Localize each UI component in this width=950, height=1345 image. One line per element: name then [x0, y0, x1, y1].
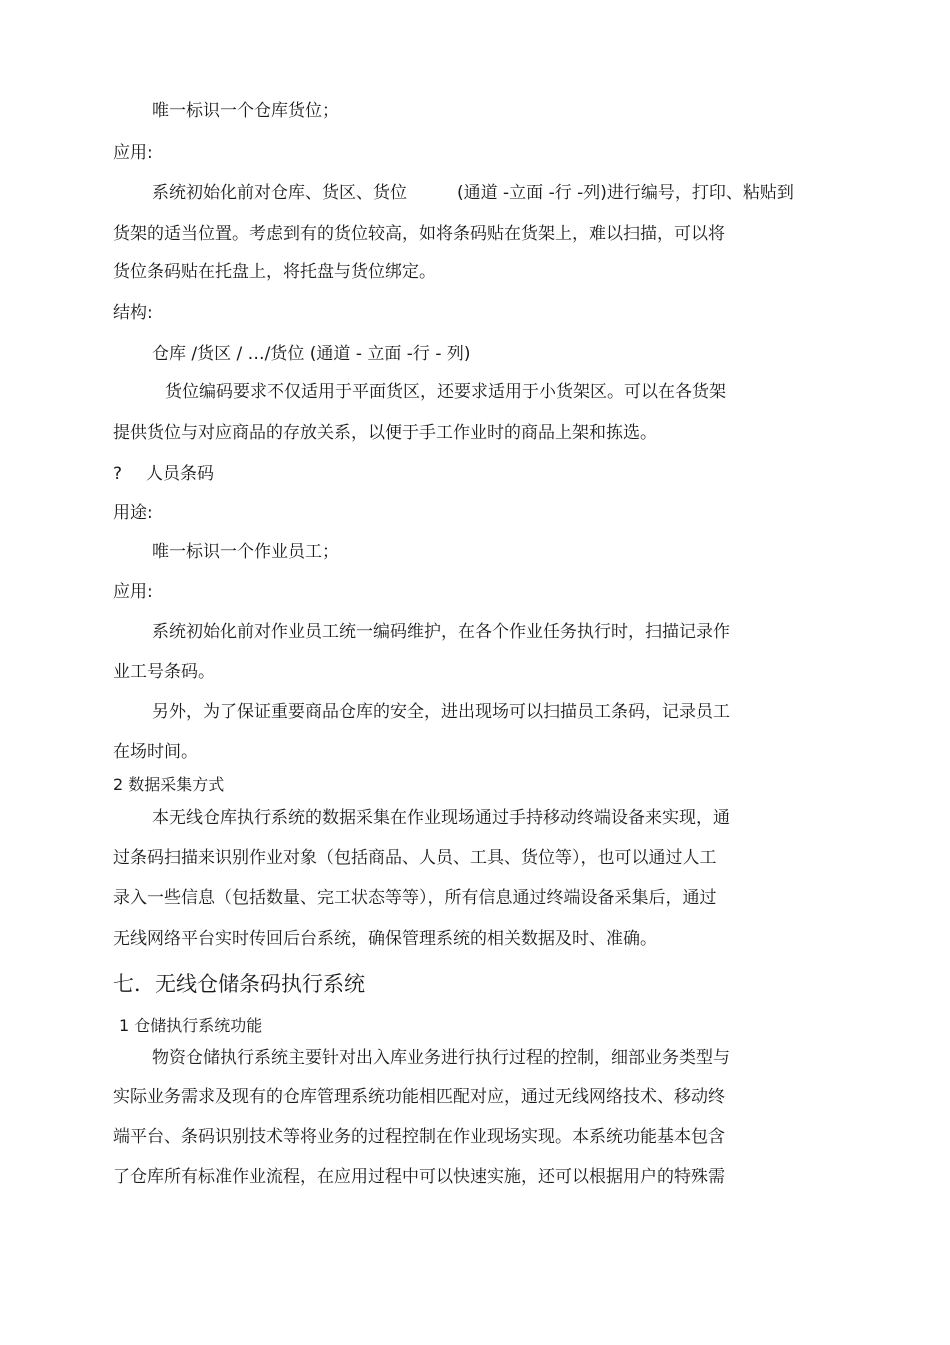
text-line: 货架的适当位置。考虑到有的货位较高，如将条码贴在货架上，难以扫描，可以将: [113, 224, 725, 244]
text-line: 了仓库所有标准作业流程，在应用过程中可以快速实施，还可以根据用户的特殊需: [113, 1167, 725, 1187]
chapter-heading: 七．无线仓储条码执行系统: [113, 972, 365, 996]
text-line: 本无线仓库执行系统的数据采集在作业现场通过手持移动终端设备来实现，通: [152, 808, 730, 828]
text-line: 货位编码要求不仅适用于平面货区，还要求适用于小货架区。可以在各货架: [165, 382, 726, 402]
text-line: (通道 -立面 -行 -列)进行编号，打印、粘贴到: [457, 183, 794, 203]
text-line: 提供货位与对应商品的存放关系，以便于手工作业时的商品上架和拣选。: [113, 423, 657, 443]
text-line: 系统初始化前对作业员工统一编码维护，在各个作业任务执行时，扫描记录作: [152, 622, 730, 642]
label-application: 应用:: [113, 143, 153, 163]
subsection-heading: 2 数据采集方式: [113, 775, 225, 794]
text-line: 唯一标识一个仓库货位；: [152, 101, 339, 121]
text-line: 在场时间。: [113, 742, 198, 762]
section-heading: 人员条码: [146, 464, 214, 484]
text-line: 系统初始化前对仓库、货区、货位: [152, 183, 407, 203]
text-line: 业工号条码。: [113, 662, 215, 682]
text-line: 录入一些信息（包括数量、完工状态等等），所有信息通过终端设备采集后，通过: [113, 888, 717, 908]
subsection-heading: 1 仓储执行系统功能: [119, 1016, 263, 1035]
label-structure: 结构:: [113, 303, 153, 323]
text-line: 另外，为了保证重要商品仓库的安全，进出现场可以扫描员工条码，记录员工: [152, 702, 730, 722]
text-line: 唯一标识一个作业员工；: [152, 542, 339, 562]
text-line: 实际业务需求及现有的仓库管理系统功能相匹配对应，通过无线网络技术、移动终: [113, 1087, 725, 1107]
text-line: 端平台、条码识别技术等将业务的过程控制在作业现场实现。本系统功能基本包含: [113, 1127, 725, 1147]
text-line: 物资仓储执行系统主要针对出入库业务进行执行过程的控制，细部业务类型与: [152, 1048, 730, 1068]
text-line: 无线网络平台实时传回后台系统，确保管理系统的相关数据及时、准确。: [113, 929, 657, 949]
bullet-marker: ?: [113, 464, 123, 484]
label-purpose: 用途:: [113, 503, 153, 523]
text-line: 货位条码贴在托盘上，将托盘与货位绑定。: [113, 262, 436, 282]
label-application: 应用:: [113, 582, 153, 602]
text-line: 仓库 /货区 / …/货位 (通道 - 立面 -行 - 列): [152, 344, 471, 364]
text-line: 过条码扫描来识别作业对象（包括商品、人员、工具、货位等），也可以通过人工: [113, 848, 717, 868]
